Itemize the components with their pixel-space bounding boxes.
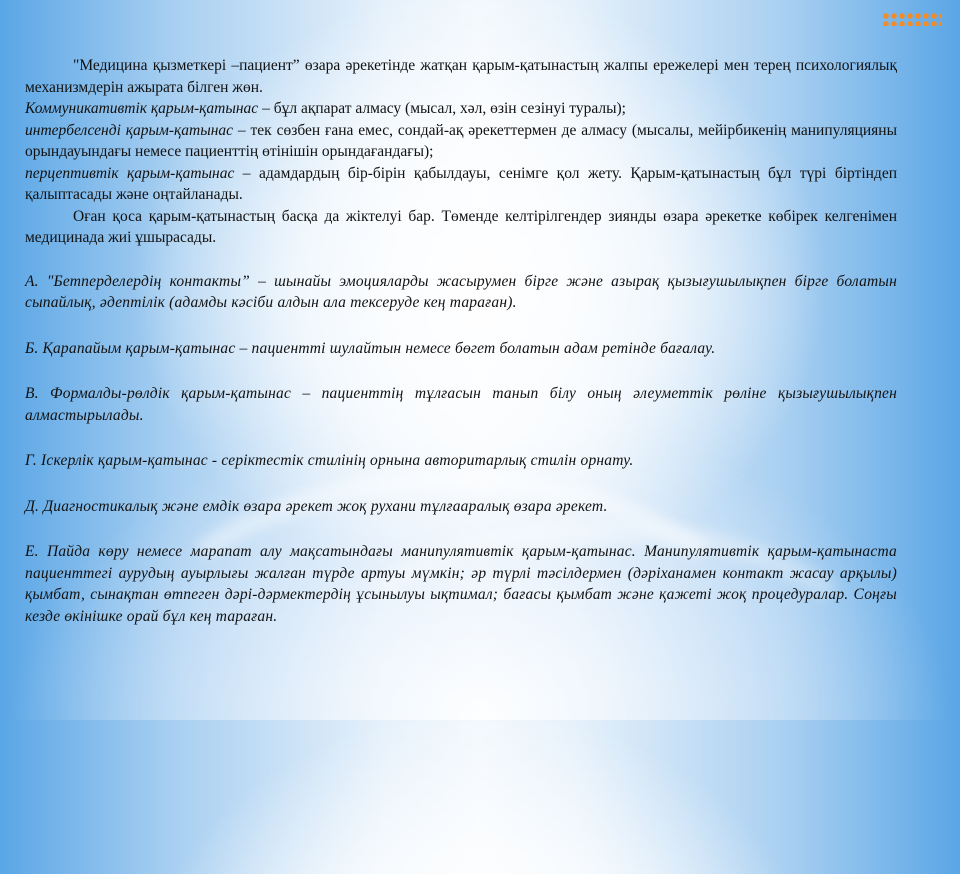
list-item: В. Формалды-рөлдік қарым-қатынас – пациенттің тұлғасын танып білу оның әлеуметтік рөліне қызығушылықпен алмастырылады. <box>25 385 897 424</box>
classification-paragraph: Оған қоса қарым-қатынастың басқа да жіктелуі бар. Төменде келтірілгендер зиянды өзара әрекетке көбірек келгенімен медицинада жиі ұшырасады. <box>25 207 897 246</box>
list-item: А. "Бетперделердің контакты” – шынайы эмоцияларды жасырумен бірге және азырақ қызығушылықпен бірге болатын сыпайлық, әдептілік (адамды кәсіби алдын ала тексеруде кең тараған). <box>25 272 897 311</box>
definition-communicative <box>25 98 897 120</box>
communication-types-list <box>25 249 897 628</box>
definition-text: – адамдардың бір-бірін қабылдауы, сенімге қол жету. Қарым-қатынастың бұл түрі біртіндеп қалыптасады және оңтайланады. <box>25 164 897 203</box>
term-communicative: Коммуникативтік қарым-қатынас <box>25 100 259 117</box>
list-item: Е. Пайда көру немесе марапат алу мақсатындағы манипулятивтік қарым-қатынас. Манипулятивтік қарым-қатынаста пациенттегі аурудың ауырлығы жалған түрде артуы мүмкін; әр түрлі тәсілдермен (дәріханамен контакт жасау арқылы) қымбат, сынақтан өтпеген дәрі-дәрмектердің ұсынылуы ықтимал; бағасы қымбат және қажеті жоқ процедуралар. Соңғы кезде өкінішке орай бұл кең тараған. <box>25 543 897 625</box>
definition-text: – бұл ақпарат алмасу (мысал, хәл, өзін сезінуі туралы); <box>258 100 626 117</box>
slide-body <box>25 55 897 627</box>
definition-text: – тек сөзбен ғана емес, сондай-ақ әрекеттермен де алмасу (мысалы, мейірбикенің манипуляцияны орындауындағы немесе пациенттің өтінішін орындағандағы); <box>25 121 897 160</box>
list-item: Г. Іскерлік қарым-қатынас - серіктестік стилінің орнына авторитарлық стилін орнату. <box>25 452 634 469</box>
intro-paragraph: "Медицина қызметкері –пациент” өзара әрекетінде жатқан қарым-қатынастың жалпы ережелері мен терең психологиялық механизмдерін ажырата білген жөн. <box>25 57 897 96</box>
list-item: Б. Қарапайым қарым-қатынас – пациентті шулайтын немесе бөгет болатын адам ретінде бағалау. <box>25 339 716 357</box>
list-item: Д. Диагностикалық және емдік өзара әрекет жоқ рухани тұлғааралық өзара әрекет. <box>25 497 608 515</box>
term-interactive: интербелсенді қарым-қатынас <box>25 121 234 139</box>
term-perceptive: перцептивтік қарым-қатынас <box>25 164 235 182</box>
definition-interactive <box>25 120 897 163</box>
definition-perceptive <box>25 163 897 206</box>
decorative-dots <box>882 12 942 26</box>
